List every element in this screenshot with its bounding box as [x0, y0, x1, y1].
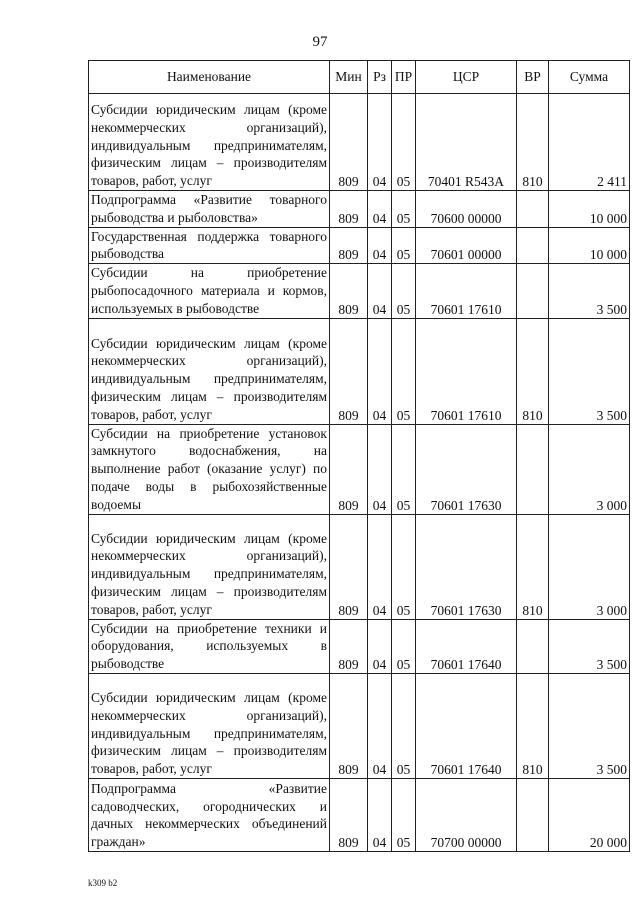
- row-name: Субсидии на приобретение рыбопосадочного материала и кормов, используемых в рыбоводстве: [89, 264, 330, 318]
- header-pr: ПР: [392, 61, 416, 94]
- row-vr: [517, 778, 549, 851]
- header-rz: Рз: [368, 61, 392, 94]
- row-rz: 04: [368, 191, 392, 228]
- row-csr: 70601 00000: [416, 227, 517, 264]
- header-vr: ВР: [517, 61, 549, 94]
- table-row: [89, 318, 630, 424]
- table-row: [89, 778, 630, 851]
- row-vr: 810: [517, 514, 549, 619]
- table-row: [89, 264, 630, 318]
- row-rz: 04: [368, 673, 392, 778]
- row-pr: 05: [392, 778, 416, 851]
- row-csr: 70601 17610: [416, 264, 517, 318]
- row-min: 809: [330, 94, 368, 191]
- header-min: Мин: [330, 61, 368, 94]
- row-csr: 70600 00000: [416, 191, 517, 228]
- row-pr: 05: [392, 264, 416, 318]
- row-name: Субсидии на приобретение установок замкнутого водоснабжения, на выполнение работ (оказание услуг) по подаче воды в рыбохозяйственные водоемы: [89, 424, 330, 514]
- row-rz: 04: [368, 778, 392, 851]
- table-row: [89, 673, 630, 778]
- row-rz: 04: [368, 318, 392, 424]
- row-sum: 3 500: [549, 673, 630, 778]
- row-name: Субсидии юридическим лицам (кроме некоммерческих организаций), индивидуальным предпринимателям, физическим лицам – производителям товаров, работ, услуг: [89, 94, 330, 191]
- row-csr: 70601 17640: [416, 673, 517, 778]
- row-vr: [517, 264, 549, 318]
- row-rz: 04: [368, 227, 392, 264]
- row-csr: 70601 17630: [416, 424, 517, 514]
- row-sum: 3 500: [549, 318, 630, 424]
- row-name: Подпрограмма «Развитие товарного рыбоводства и рыболовства»: [89, 191, 330, 228]
- row-min: 809: [330, 227, 368, 264]
- row-min: 809: [330, 514, 368, 619]
- row-csr: 70601 17610: [416, 318, 517, 424]
- row-min: 809: [330, 778, 368, 851]
- row-pr: 05: [392, 94, 416, 191]
- budget-table: [88, 60, 630, 852]
- table-row: [89, 424, 630, 514]
- row-vr: 810: [517, 94, 549, 191]
- row-vr: [517, 227, 549, 264]
- row-vr: 810: [517, 673, 549, 778]
- row-pr: 05: [392, 673, 416, 778]
- row-vr: 810: [517, 318, 549, 424]
- row-vr: [517, 424, 549, 514]
- row-vr: [517, 191, 549, 228]
- row-name: Субсидии юридическим лицам (кроме некоммерческих организаций), индивидуальным предпринимателям, физическим лицам – производителям товаров, работ, услуг: [89, 673, 330, 778]
- row-sum: 3 000: [549, 424, 630, 514]
- header-csr: ЦСР: [416, 61, 517, 94]
- row-csr: 70700 00000: [416, 778, 517, 851]
- table-row: [89, 514, 630, 619]
- row-name: Субсидии юридическим лицам (кроме некоммерческих организаций), индивидуальным предпринимателям, физическим лицам – производителям товаров, работ, услуг: [89, 318, 330, 424]
- row-min: 809: [330, 619, 368, 673]
- row-pr: 05: [392, 514, 416, 619]
- row-pr: 05: [392, 424, 416, 514]
- row-csr: 70601 17640: [416, 619, 517, 673]
- table-row: [89, 94, 630, 191]
- row-min: 809: [330, 673, 368, 778]
- table-row: [89, 191, 630, 228]
- row-pr: 05: [392, 619, 416, 673]
- row-rz: 04: [368, 264, 392, 318]
- row-csr: 70401 R543A: [416, 94, 517, 191]
- row-rz: 04: [368, 424, 392, 514]
- row-rz: 04: [368, 514, 392, 619]
- row-rz: 04: [368, 619, 392, 673]
- row-pr: 05: [392, 227, 416, 264]
- row-name: Государственная поддержка товарного рыбоводства: [89, 227, 330, 264]
- row-sum: 20 000: [549, 778, 630, 851]
- header-sum: Сумма: [549, 61, 630, 94]
- row-sum: 3 500: [549, 264, 630, 318]
- row-sum: 3 500: [549, 619, 630, 673]
- table-row: [89, 227, 630, 264]
- row-csr: 70601 17630: [416, 514, 517, 619]
- row-min: 809: [330, 191, 368, 228]
- table-row: [89, 619, 630, 673]
- header-name: Наименование: [89, 61, 330, 94]
- footer-code: k309 b2: [88, 878, 118, 888]
- row-pr: 05: [392, 191, 416, 228]
- row-min: 809: [330, 424, 368, 514]
- row-pr: 05: [392, 318, 416, 424]
- row-sum: 10 000: [549, 227, 630, 264]
- row-name: Субсидии юридическим лицам (кроме некоммерческих организаций), индивидуальным предпринимателям, физическим лицам – производителям товаров, работ, услуг: [89, 514, 330, 619]
- row-name: Подпрограмма «Развитие садоводческих, огороднических и дачных некоммерческих объединений граждан»: [89, 778, 330, 851]
- page-number: 97: [312, 34, 328, 50]
- row-sum: 2 411: [549, 94, 630, 191]
- row-min: 809: [330, 264, 368, 318]
- row-vr: [517, 619, 549, 673]
- row-name: Субсидии на приобретение техники и оборудования, используемых в рыбоводстве: [89, 619, 330, 673]
- row-sum: 3 000: [549, 514, 630, 619]
- row-min: 809: [330, 318, 368, 424]
- row-rz: 04: [368, 94, 392, 191]
- row-sum: 10 000: [549, 191, 630, 228]
- table-header-row: [89, 61, 630, 94]
